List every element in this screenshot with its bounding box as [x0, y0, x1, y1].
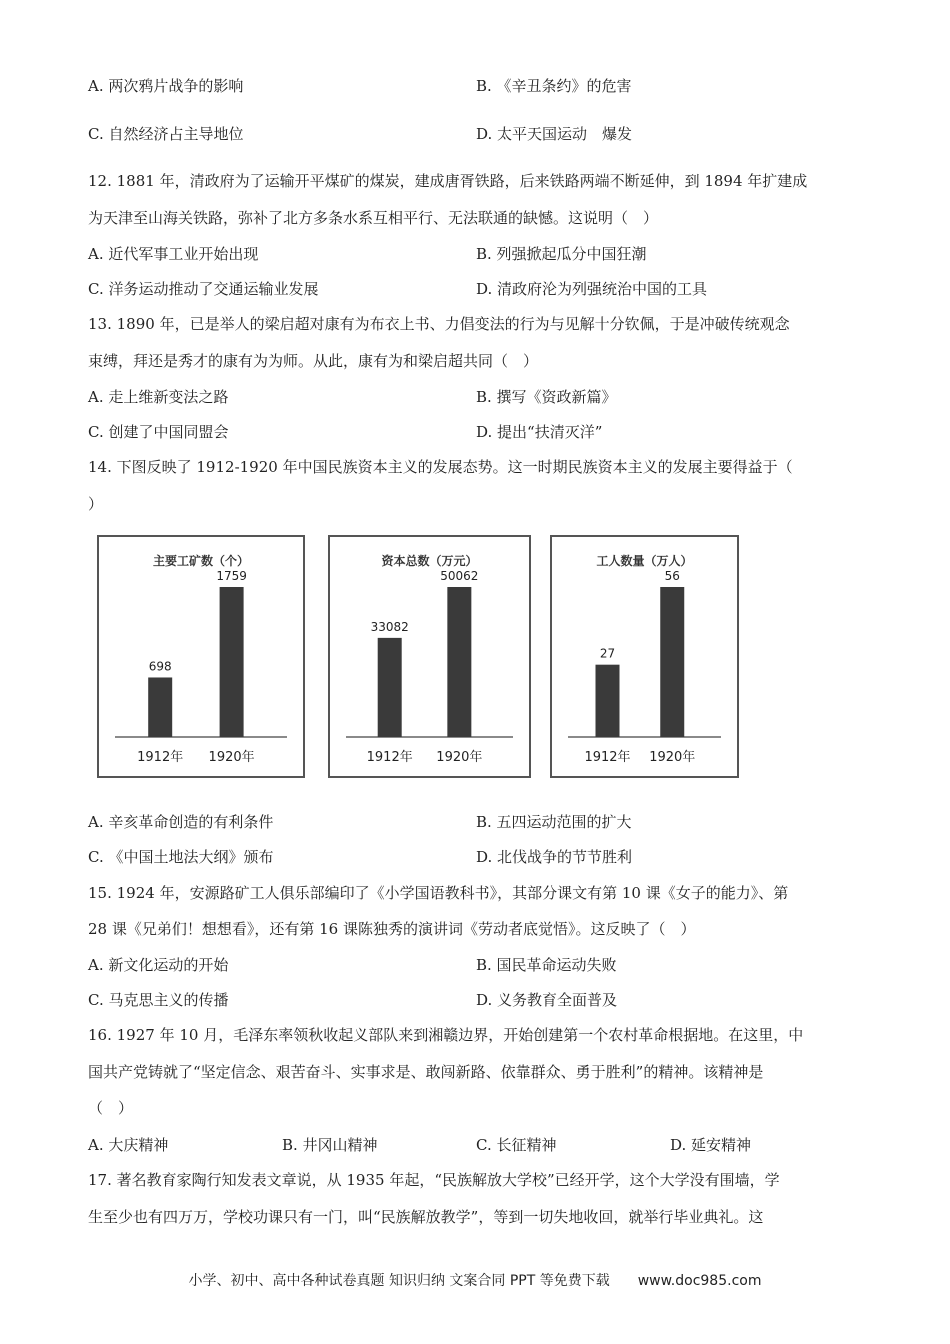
q17-stem-line-1: 17. 著名教育家陶行知发表文章说，从 1935 年起，“民族解放大学校”已经开学，这个大学没有围墙，学 — [88, 1171, 780, 1189]
q12-option-c: C. 洋务运动推动了交通运输业发展 — [88, 280, 319, 298]
chart-capital-value-label: 50062 — [440, 569, 479, 583]
chart-mines-category-label: 1920年 — [208, 750, 255, 765]
q16-stem-line-3: （ ） — [88, 1099, 134, 1117]
chart-capital-bar-1920年 — [447, 587, 471, 737]
chart-mines-bar-1912年 — [148, 677, 172, 737]
chart-capital — [328, 535, 531, 778]
chart-mines — [97, 535, 305, 778]
q13-option-c: C. 创建了中国同盟会 — [88, 423, 229, 441]
q13-stem-line-1: 13. 1890 年，已是举人的梁启超对康有为布衣上书、力倡变法的行为与见解十分钦佩，于是冲破传统观念 — [88, 315, 790, 333]
chart-mines-bar-1920年 — [220, 587, 244, 737]
chart-capital-category-label: 1912年 — [366, 750, 413, 765]
q12-option-a: A. 近代军事工业开始出现 — [88, 245, 259, 263]
q16-option-b: B. 井冈山精神 — [282, 1136, 378, 1154]
q12-option-b: B. 列强掀起瓜分中国狂潮 — [476, 245, 647, 263]
q14-option-a: A. 辛亥革命创造的有利条件 — [88, 813, 274, 831]
q13-option-a: A. 走上维新变法之路 — [88, 388, 229, 406]
q15-option-c: C. 马克思主义的传播 — [88, 991, 229, 1009]
chart-workers — [550, 535, 739, 778]
q14-option-b: B. 五四运动范围的扩大 — [476, 813, 632, 831]
chart-mines-value-label: 1759 — [216, 569, 247, 583]
q16-option-a: A. 大庆精神 — [88, 1136, 169, 1154]
q13-option-d: D. 提出“扶清灭洋” — [476, 423, 603, 441]
chart-mines-value-label: 698 — [148, 659, 172, 674]
chart-workers-title: 工人数量（万人） — [596, 554, 693, 568]
chart-workers-category-label: 1920年 — [649, 750, 696, 765]
q13-option-b: B. 撰写《资政新篇》 — [476, 388, 617, 406]
q11-option-b: B. 《辛丑条约》的危害 — [476, 77, 632, 95]
q16-stem-line-2: 国共产党铸就了“坚定信念、艰苦奋斗、实事求是、敢闯新路、依靠群众、勇于胜利”的精神。该精神是 — [88, 1063, 764, 1081]
page-footer: 小学、初中、高中各种试卷真题 知识归纳 文案合同 PPT 等免费下载 www.doc985.com — [188, 1273, 762, 1289]
q15-stem-line-2: 28 课《兄弟们！想想看》，还有第 16 课陈独秀的演讲词《劳动者底觉悟》。这反映了（ ） — [88, 920, 696, 938]
q16-option-c: C. 长征精神 — [476, 1136, 557, 1154]
q13-stem-line-2: 束缚，拜还是秀才的康有为为师。从此，康有为和梁启超共同（ ） — [88, 352, 539, 370]
q12-option-d: D. 清政府沦为列强统治中国的工具 — [476, 280, 708, 298]
q15-option-b: B. 国民革命运动失败 — [476, 956, 617, 974]
q16-option-d: D. 延安精神 — [670, 1136, 752, 1154]
chart-mines-svg — [99, 537, 303, 776]
chart-workers-category-label: 1912年 — [584, 750, 631, 765]
q11-option-c: C. 自然经济占主导地位 — [88, 125, 244, 143]
chart-workers-value-label: 56 — [664, 569, 680, 583]
chart-mines-category-label: 1912年 — [137, 750, 184, 765]
q14-option-c: C. 《中国土地法大纲》颁布 — [88, 848, 274, 866]
q14-stem-line-2: ） — [88, 495, 104, 513]
q14-option-d: D. 北伐战争的节节胜利 — [476, 848, 633, 866]
chart-capital-category-label: 1920年 — [436, 750, 483, 765]
q15-stem-line-1: 15. 1924 年，安源路矿工人俱乐部编印了《小学国语教科书》，其部分课文有第 10 课《女子的能力》、第 — [88, 884, 789, 902]
chart-mines-title: 主要工矿数（个） — [152, 554, 250, 568]
chart-capital-bar-1912年 — [378, 638, 402, 737]
q14-stem-line-1: 14. 下图反映了 1912-1920 年中国民族资本主义的发展态势。这一时期民族资本主义的发展主要得益于（ — [88, 458, 793, 476]
chart-workers-svg — [552, 537, 737, 776]
q11-option-d: D. 太平天国运动 爆发 — [476, 125, 633, 143]
chart-capital-title: 资本总数（万元） — [381, 554, 478, 568]
q11-option-a: A. 两次鸦片战争的影响 — [88, 77, 244, 95]
q16-stem-line-1: 16. 1927 年 10 月，毛泽东率领秋收起义部队来到湘赣边界，开始创建第一个农村革命根据地。在这里，中 — [88, 1026, 804, 1044]
q17-stem-line-2: 生至少也有四万万，学校功课只有一门，叫“民族解放教学”，等到一切失地收回，就举行毕业典礼。这 — [88, 1208, 764, 1226]
q12-stem-line-1: 12. 1881 年，清政府为了运输开平煤矿的煤炭，建成唐胥铁路，后来铁路两端不断延伸，到 1894 年扩建成 — [88, 172, 808, 190]
chart-workers-bar-1920年 — [660, 587, 684, 737]
chart-workers-value-label: 27 — [599, 646, 616, 661]
chart-capital-svg — [330, 537, 529, 776]
q15-option-a: A. 新文化运动的开始 — [88, 956, 229, 974]
q12-stem-line-2: 为天津至山海关铁路，弥补了北方多条水系互相平行、无法联通的缺憾。这说明（ ） — [88, 209, 659, 227]
q15-option-d: D. 义务教育全面普及 — [476, 991, 618, 1009]
chart-capital-value-label: 33082 — [370, 619, 409, 634]
chart-workers-bar-1912年 — [596, 665, 620, 737]
